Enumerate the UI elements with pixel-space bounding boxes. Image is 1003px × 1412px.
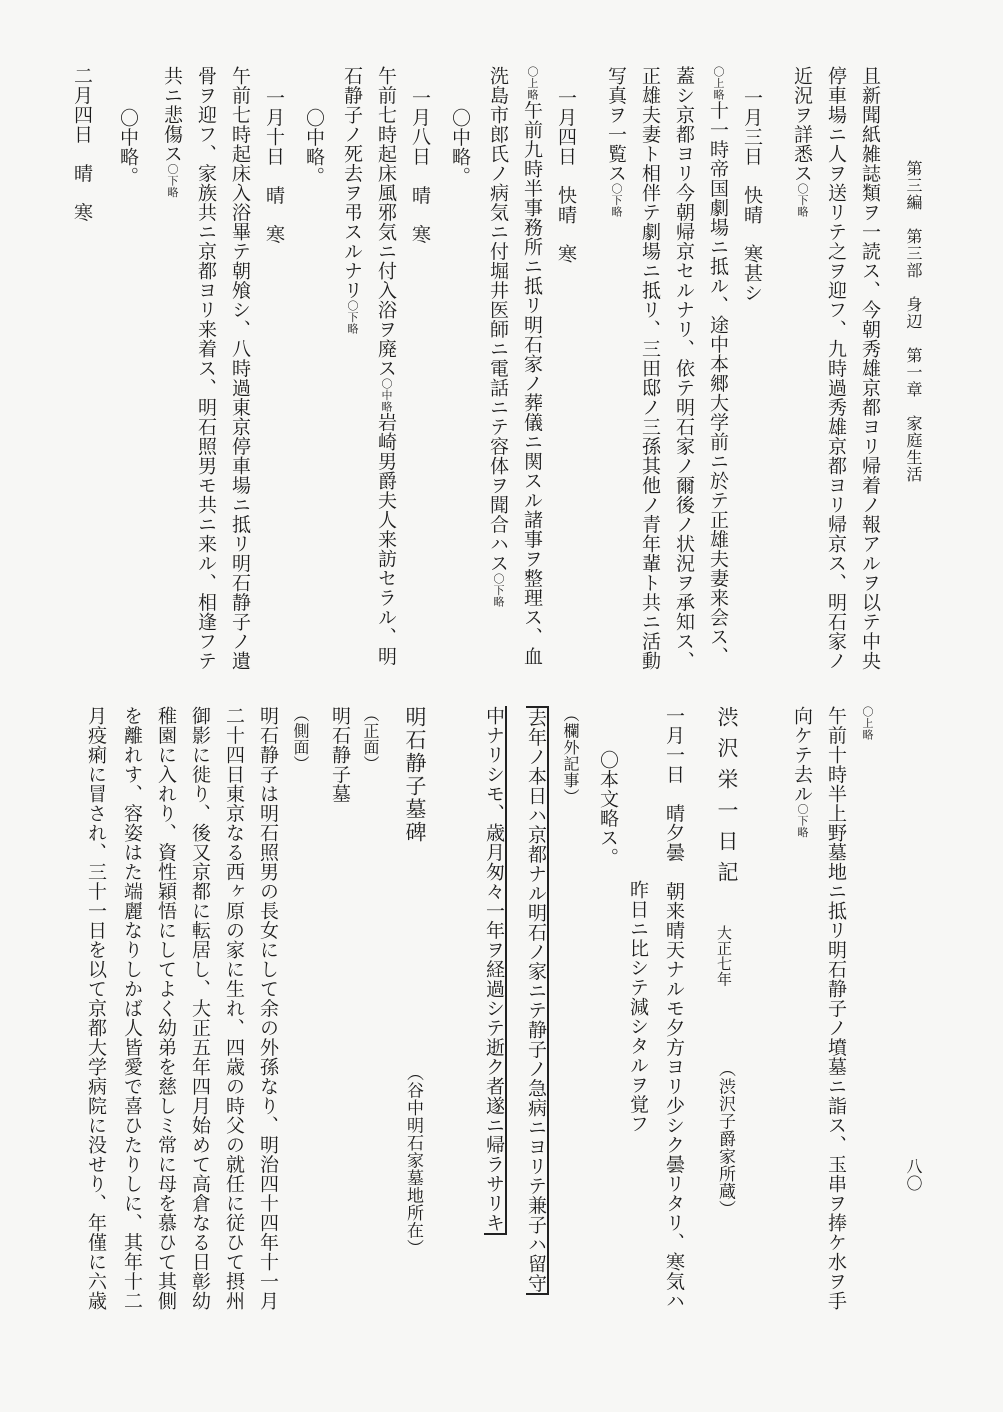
monument-location: （谷中明石家墓地所在） bbox=[403, 1064, 423, 1257]
omission-note: 〇中略。 bbox=[449, 108, 471, 186]
inscription-text: 稚園に入れり、資性穎悟にしてよく幼弟を慈しミ常に母を慕ひて其側 bbox=[155, 706, 177, 1311]
monument-title: 明石静子墓碑 bbox=[403, 706, 427, 844]
date-line: 二月四日 晴 寒 bbox=[71, 66, 93, 222]
marginal-label: （欄外記事） bbox=[561, 706, 580, 805]
text-line: 昨日ニ比シテ減シタルヲ覚フ bbox=[627, 880, 649, 1134]
inscription-text: 明石静子は明石照男の長女にして余の外孫なり、明治四十四年十一月 bbox=[257, 706, 279, 1311]
text-line: 石静子ノ死去ヲ弔スルナリ〇下略 bbox=[341, 66, 363, 335]
text-line: 午前七時起床風邪気ニ付入浴ヲ廃ス〇中略岩崎男爵夫人来訪セラル、明 bbox=[375, 66, 397, 666]
omission-note: 〇上略 bbox=[861, 706, 874, 741]
text-line: 向ケテ去ル〇下略 bbox=[791, 706, 813, 838]
omission-note: 〇中略。 bbox=[117, 108, 139, 186]
source-year: 大正七年 bbox=[715, 925, 733, 987]
text-line: 洗島市郎氏ノ病気ニ付堀井医師ニ電話ニテ容体ヲ聞合ハス〇下略 bbox=[487, 66, 509, 608]
text-line: 停車場ニ人ヲ送リテ之ヲ迎フ、九時過秀雄京都ヨリ帰京ス、明石家ノ bbox=[825, 66, 847, 671]
text-line: 近況ヲ詳悉ス〇下略 bbox=[791, 66, 813, 218]
date-line: 一月四日 快晴 寒 bbox=[555, 88, 577, 264]
text-line: 共ニ悲傷ス〇下略 bbox=[161, 66, 183, 198]
text-line: 午前十時半上野墓地ニ抵リ明石静子ノ墳墓ニ詣ス、玉串ヲ捧ケ水ヲ手 bbox=[825, 706, 847, 1311]
running-header: 第三編 第三部 身辺 第一章 家庭生活 bbox=[904, 160, 923, 483]
date-line: 一月八日 晴 寒 bbox=[409, 88, 431, 244]
date-line: 一月十日 晴 寒 bbox=[263, 88, 285, 244]
text-line: 午前七時起床入浴畢テ朝飧シ、八時過東京停車場ニ抵リ明石静子ノ遺 bbox=[229, 66, 251, 671]
date-line: 一月一日 晴夕曇 朝来晴天ナルモ夕方ヨリ少シク曇リタリ、寒気ハ bbox=[663, 706, 685, 1311]
omission-note: 〇本文略ス。 bbox=[597, 750, 619, 867]
text-line: 蓋シ京都ヨリ今朝帰京セルナリ、依テ明石家ノ爾後ノ状況ヲ承知ス、 bbox=[673, 66, 695, 671]
inscription-text: 明石静子墓 bbox=[329, 706, 351, 804]
text-line: 骨ヲ迎フ、家族共ニ京都ヨリ来着ス、明石照男モ共ニ来ル、相逢フテ bbox=[195, 66, 217, 671]
text-line: 〇上略午前九時半事務所ニ抵リ明石家ノ葬儀ニ関スル諸事ヲ整理ス、血 bbox=[521, 66, 543, 666]
source-owner: （渋沢子爵家所蔵） bbox=[715, 1060, 735, 1218]
inscription-text: 御影に徙り、後又京都に転居し、大正五年四月始めて高倉なる日彰幼 bbox=[189, 706, 211, 1311]
marginal-text: 去年ノ本日ハ京都ナル明石ノ家ニテ静子ノ急病ニヨリテ兼子ハ留守 bbox=[525, 708, 547, 1293]
text-line: 写真ヲ一覧ス〇下略 bbox=[605, 66, 627, 218]
inscription-label: （側面） bbox=[291, 706, 310, 772]
text-line: 正雄夫妻ト相伴テ劇場ニ抵リ、三田邸ノ三孫其他ノ青年輩ト共ニ活動 bbox=[639, 66, 661, 671]
inscription-text: を離れす、容姿はた端麗なりしかば人皆愛で喜ひたりしに、其年十二 bbox=[121, 706, 143, 1311]
text-line: 且新聞紙雑誌類ヲ一読ス、今朝秀雄京都ヨリ帰着ノ報アルヲ以テ中央 bbox=[859, 66, 881, 671]
inscription-text: 月疫痢に冒され、三十一日を以て京都大学病院に没せり、年僅に六歳 bbox=[85, 706, 107, 1311]
marginal-text: 中ナリシモ、歳月匆々一年ヲ経過シテ逝ク者遂ニ帰ラサリキ bbox=[483, 706, 505, 1233]
page-number: 八〇 bbox=[904, 1158, 923, 1192]
date-line: 一月三日 快晴 寒甚シ bbox=[741, 88, 763, 303]
source-title: 渋沢栄一日記 bbox=[715, 706, 739, 892]
text-line: 〇上略十一時帝国劇場ニ抵ル、途中本郷大学前ニ於テ正雄夫妻来会ス、 bbox=[707, 66, 729, 666]
inscription-label: （正面） bbox=[361, 706, 380, 772]
inscription-text: 二十四日東京なる西ヶ原の家に生れ、四歳の時父の就任に従ひて摂州 bbox=[223, 706, 245, 1311]
omission-note: 〇中略。 bbox=[303, 108, 325, 186]
